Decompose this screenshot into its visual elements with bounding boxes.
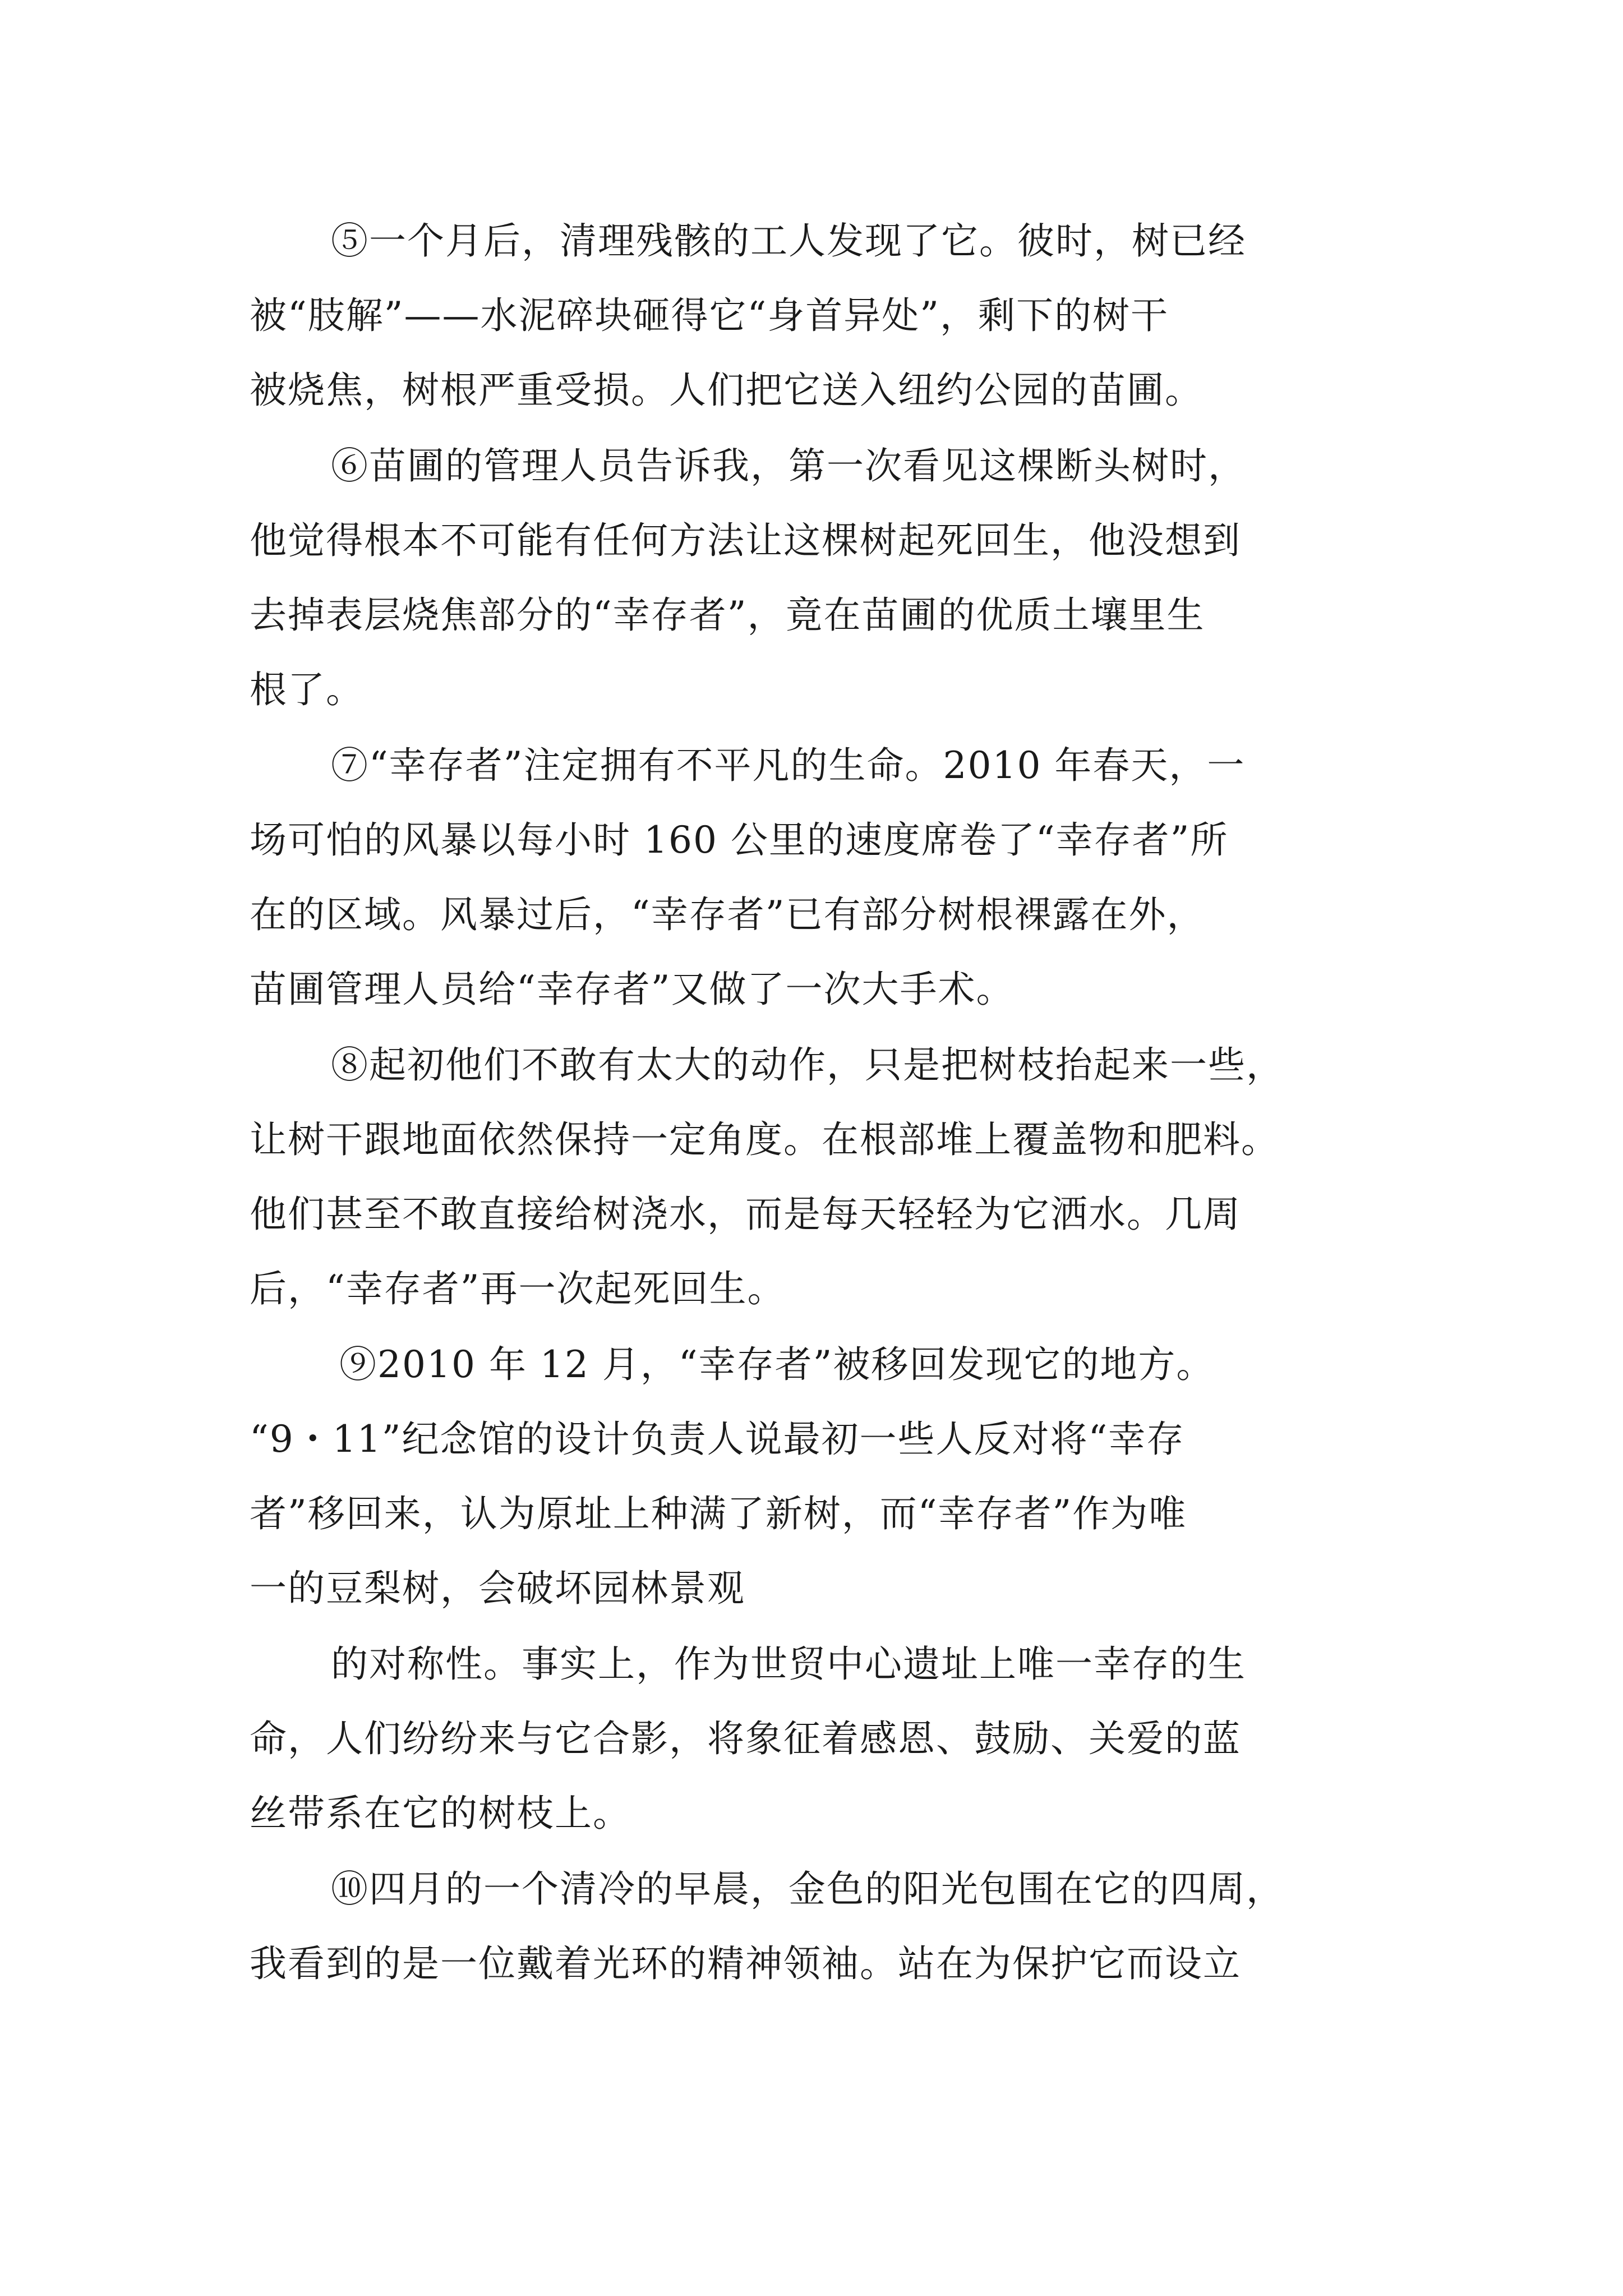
text-line-9: 场可怕的风暴以每小时 160 公里的速度席卷了“幸存者”所 [250, 818, 1229, 862]
text-line-6: 去掉表层烧焦部分的“幸存者”，竟在苗圃的优质土壤里生 [250, 593, 1205, 637]
text-line-1: ⑤一个月后，清理残骸的工人发现了它。彼时，树已经 [331, 219, 1246, 263]
text-line-24: 我看到的是一位戴着光环的精神领袖。站在为保护它而设立 [250, 1942, 1241, 1985]
text-line-22: 丝带系在它的树枝上。 [250, 1792, 631, 1835]
text-line-12: ⑧起初他们不敢有太大的动作，只是把树枝抬起来一些， [331, 1043, 1284, 1087]
text-line-14: 他们甚至不敢直接给树浇水，而是每天轻轻为它洒水。几周 [250, 1193, 1241, 1236]
text-line-17: “9・11”纪念馆的设计负责人说最初一些人反对将“幸存 [250, 1418, 1185, 1461]
text-line-8: ⑦“幸存者”注定拥有不平凡的生命。2010 年春天，一 [331, 744, 1246, 787]
text-line-10: 在的区域。风暴过后，“幸存者”已有部分树根裸露在外， [250, 893, 1205, 936]
text-line-16: ⑨2010 年 12 月，“幸存者”被移回发现它的地方。 [339, 1343, 1215, 1386]
text-line-13: 让树干跟地面依然保持一定角度。在根部堆上覆盖物和肥料。 [250, 1118, 1279, 1161]
text-line-23: ⑩四月的一个清冷的早晨，金色的阳光包围在它的四周， [331, 1867, 1284, 1911]
text-line-2: 被“肢解”——水泥碎块砸得它“身首异处”，剩下的树干 [250, 294, 1169, 337]
text-line-15: 后，“幸存者”再一次起死回生。 [250, 1267, 786, 1310]
text-line-19: 一的豆梨树，会破坏园林景观 [250, 1567, 745, 1610]
text-line-3: 被烧焦，树根严重受损。人们把它送入纽约公园的苗圃。 [250, 369, 1203, 412]
text-line-20: 的对称性。事实上，作为世贸中心遗址上唯一幸存的生 [331, 1642, 1246, 1686]
text-line-7: 根了。 [250, 668, 364, 711]
text-line-4: ⑥苗圃的管理人员告诉我，第一次看见这棵断头树时， [331, 444, 1246, 487]
text-line-5: 他觉得根本不可能有任何方法让这棵树起死回生，他没想到 [250, 519, 1241, 562]
text-line-11: 苗圃管理人员给“幸存者”又做了一次大手术。 [250, 968, 1015, 1011]
text-line-18: 者”移回来，认为原址上种满了新树，而“幸存者”作为唯 [250, 1492, 1187, 1535]
text-line-21: 命，人们纷纷来与它合影，将象征着感恩、鼓励、关爱的蓝 [250, 1717, 1241, 1760]
